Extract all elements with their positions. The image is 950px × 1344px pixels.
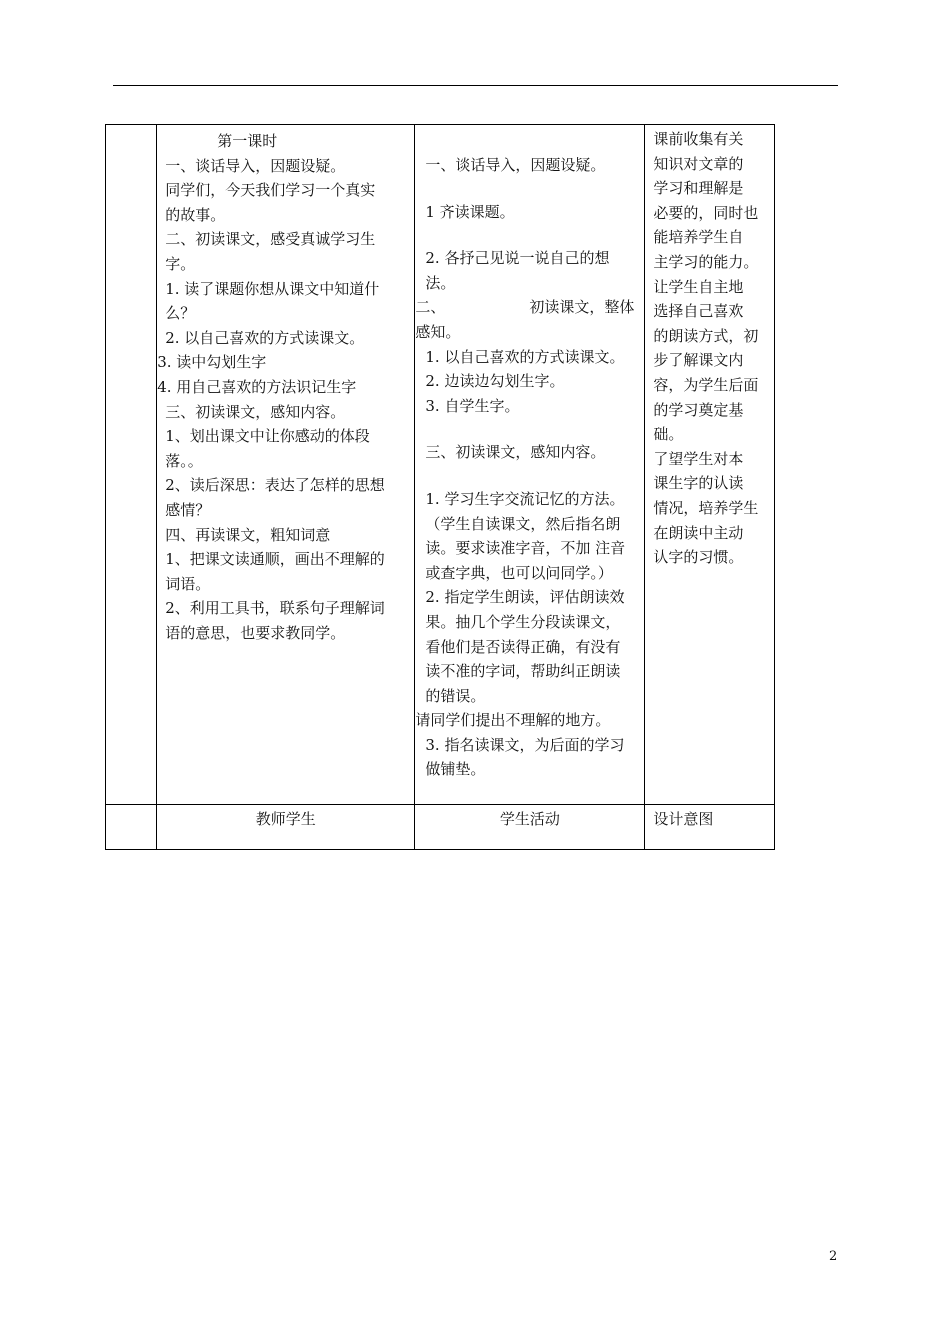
design-line: 础。 — [653, 425, 684, 444]
student-line: 感知。 — [415, 322, 461, 341]
design-column-label: 设计意图 — [645, 805, 775, 850]
page-number: 2 — [829, 1249, 838, 1264]
teacher-line: 词语。 — [165, 574, 211, 593]
student-column-label: 学生活动 — [415, 805, 645, 850]
student-line: 读不准的字词，帮助纠正朗读 — [425, 662, 621, 681]
design-line: 课前收集有关 — [653, 130, 744, 148]
student-line: 的错误。 — [425, 686, 486, 705]
student-line: 三、初读课文，感知内容。 — [425, 443, 606, 462]
teacher-line: 2、利用工具书，联系句子理解词 — [165, 599, 385, 618]
teacher-line: 2. 以自己喜欢的方式读课文。 — [165, 328, 365, 347]
student-line: 3. 指名读课文，为后面的学习 — [425, 735, 625, 754]
design-line: 选择自己喜欢 — [653, 302, 744, 321]
design-line: 的学习奠定基 — [653, 400, 744, 419]
design-line: 课生字的认读 — [653, 474, 744, 493]
student-line: 读。要求读准字音，不加 注音 — [425, 539, 626, 558]
column-label-row — [106, 805, 775, 850]
design-line: 在朗读中主动 — [653, 523, 744, 542]
teacher-line: 感情？ — [165, 500, 211, 519]
student-line: 2. 指定学生朗读，评估朗读效 — [425, 588, 625, 607]
content-row — [106, 125, 775, 805]
teacher-line: 3. 读中勾划生字 — [157, 353, 267, 372]
teacher-line: 1、把课文读通顺，画出不理解的 — [165, 550, 385, 569]
blank-cell — [106, 125, 157, 805]
design-line: 了望学生对本 — [653, 449, 744, 468]
design-line: 步了解课文内 — [653, 351, 744, 370]
header-rule — [113, 85, 838, 86]
teacher-line: 1、划出课文中让你感动的体段 — [165, 427, 370, 446]
blank-cell — [106, 805, 157, 850]
student-line: （学生自读课文，然后指名朗 — [425, 514, 621, 533]
teacher-line: 语的意思，也要求教同学。 — [165, 623, 346, 642]
student-line: 二、 — [415, 298, 446, 317]
student-line: 1. 学习生字交流记忆的方法。 — [425, 489, 625, 508]
teacher-line: 三、初读课文，感知内容。 — [165, 402, 346, 421]
student-line: 一、谈话导入，因题设疑。 — [425, 156, 606, 174]
lesson-plan-table — [105, 124, 775, 850]
teacher-line: 4. 用自己喜欢的方法识记生字 — [157, 377, 357, 396]
student-activity-cell — [415, 125, 645, 805]
teacher-line: 四、再读课文，粗知词意 — [165, 525, 331, 544]
design-line: 让学生自主地 — [653, 277, 744, 296]
teacher-line: 么？ — [165, 304, 196, 323]
lesson-title: 第一课时 — [217, 132, 278, 150]
student-line: 果。抽几个学生分段读课文， — [425, 612, 621, 631]
student-line: 2. 各抒己见说一说自己的想 — [425, 249, 610, 268]
teacher-line: 1. 读了课题你想从课文中知道什 — [165, 279, 380, 298]
student-line: 法。 — [425, 273, 456, 292]
student-line: 看他们是否读得正确，有没有 — [425, 637, 621, 656]
design-line: 能培养学生自 — [653, 228, 744, 247]
student-line: 1 齐读课题。 — [425, 202, 515, 221]
design-line: 情况，培养学生 — [653, 498, 759, 517]
teacher-line: 的故事。 — [165, 205, 226, 224]
teacher-column-label: 教师学生 — [157, 805, 415, 850]
student-section-heading — [415, 295, 638, 320]
student-line: 3. 自学生字。 — [425, 396, 520, 415]
design-line: 容，为学生后面 — [653, 375, 759, 394]
student-line: 初读课文，整体 — [529, 298, 635, 317]
teacher-line: 二、初读课文，感受真诚学习生 — [165, 230, 376, 249]
student-line: 请同学们提出不理解的地方。 — [415, 711, 611, 730]
student-line: 2. 边读边勾划生字。 — [425, 372, 565, 391]
teacher-line: 字。 — [165, 254, 196, 273]
design-intent-cell — [645, 125, 775, 805]
student-line: 1. 以自己喜欢的方式读课文。 — [425, 347, 625, 366]
teacher-line: 落。。 — [165, 451, 203, 470]
design-line: 学习和理解是 — [653, 179, 744, 198]
design-line: 认字的习惯。 — [653, 548, 744, 567]
teacher-activity-cell — [157, 125, 415, 805]
teacher-line: 同学们，今天我们学习一个真实 — [165, 181, 376, 200]
design-line: 知识对文章的 — [653, 154, 744, 173]
student-line: 做铺垫。 — [425, 760, 486, 779]
student-line: 或查字典，也可以问同学。） — [425, 563, 613, 582]
design-line: 主学习的能力。 — [653, 252, 759, 271]
teacher-line: 一、谈话导入，因题设疑。 — [165, 156, 346, 175]
design-line: 必要的，同时也 — [653, 203, 759, 222]
teacher-line: 2、读后深思：表达了怎样的思想 — [165, 476, 385, 495]
design-line: 的朗读方式，初 — [653, 326, 759, 345]
